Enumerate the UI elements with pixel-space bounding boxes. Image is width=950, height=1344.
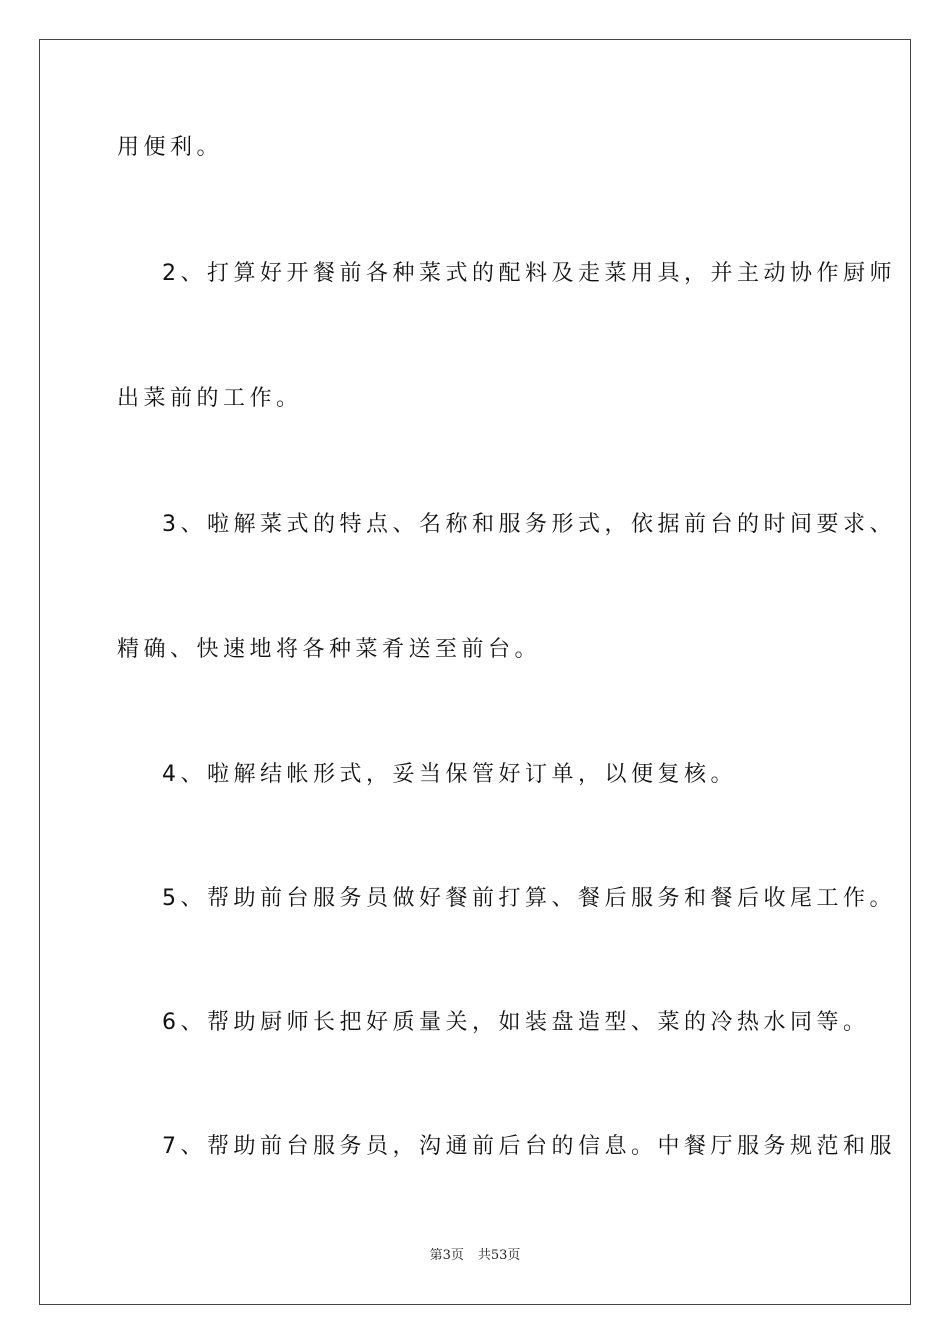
body-text-line: 5、帮助前台服务员做好餐前打算、餐后服务和餐后收尾工作。 [162, 886, 896, 911]
page-number: 第3页 [429, 1248, 464, 1263]
body-text-line: 精确、快速地将各种菜肴送至前台。 [117, 637, 542, 662]
body-text-line: 用便利。 [117, 135, 224, 160]
page-border [39, 39, 911, 1305]
page-footer [0, 1247, 950, 1265]
body-text-line: 出菜前的工作。 [117, 386, 303, 411]
body-text-line: 4、啦解结帐形式，妥当保管好订单，以便复核。 [162, 762, 737, 787]
body-text-line: 3、啦解菜式的特点、名称和服务形式，依据前台的时间要求、 [162, 512, 896, 537]
page-total: 共53页 [477, 1248, 521, 1263]
body-text-line: 6、帮助厨师长把好质量关，如装盘造型、菜的冷热水同等。 [162, 1010, 870, 1035]
body-text-line: 2、打算好开餐前各种菜式的配料及走菜用具，并主动协作厨师 [162, 261, 896, 286]
body-text-line: 7、帮助前台服务员，沟通前后台的信息。中餐厅服务规范和服 [162, 1134, 896, 1159]
